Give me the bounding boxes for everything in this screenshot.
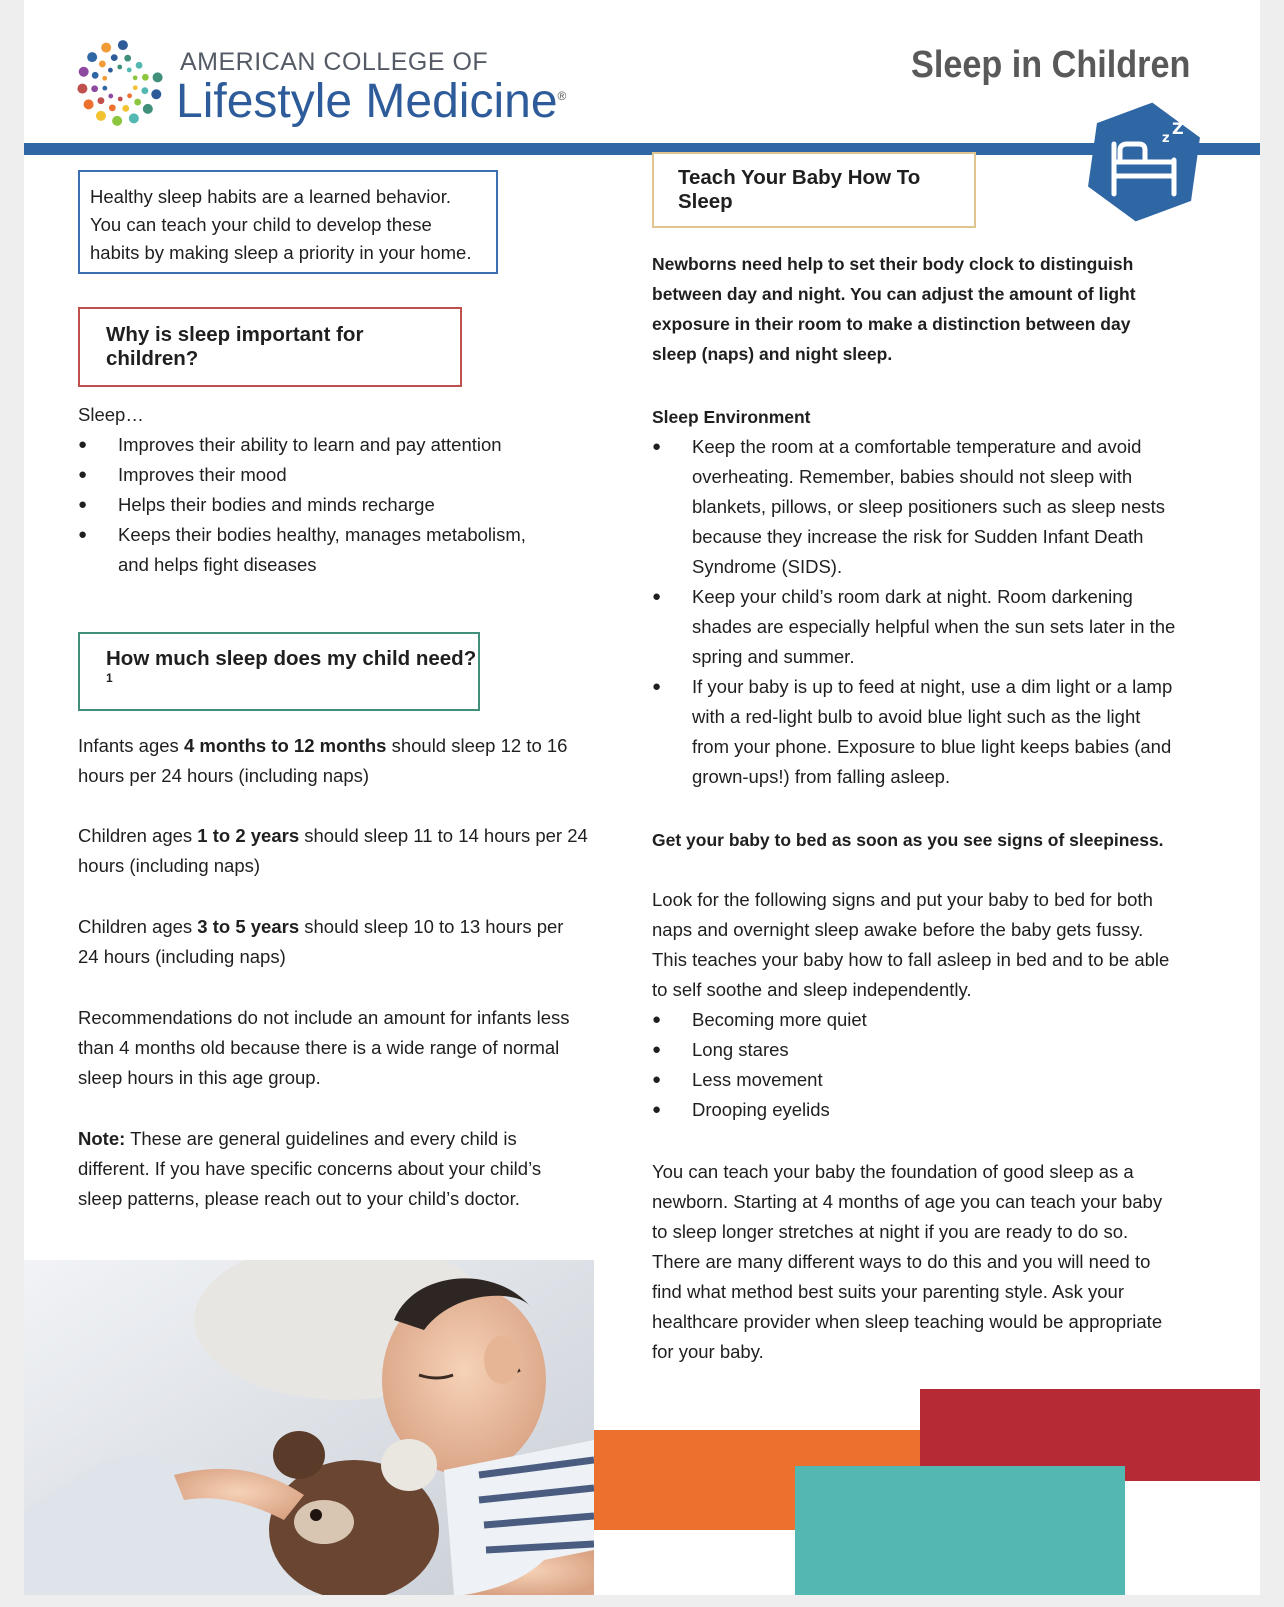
why-sleep-heading: Why is sleep important for children? — [106, 323, 364, 370]
list-item: ● Long stares — [652, 1035, 1177, 1065]
toddlers-paragraph: Children ages 1 to 2 years should sleep 11 to 14 hours per 24 hours (including naps) — [78, 825, 588, 876]
logo-org-line2: Lifestyle Medicine® — [176, 75, 567, 128]
newborns-paragraph: Newborns need help to set their body clock to distinguish between day and night. You can adjust the amount of light exposure in their room to make a distinction between day sleep (naps) and night sleep. — [652, 254, 1136, 364]
list-item: ● Improves their ability to learn and pay attention — [78, 430, 578, 460]
why-sleep-section — [78, 400, 578, 580]
how-much-heading: How much sleep does my child need?$^1$ — [106, 647, 477, 686]
list-item: ● Keep the room at a comfortable temperature and avoid overheating. Remember, babies should not sleep with blankets, pillows, or sleep positioners such as sleep nests because they increase the risk for Sudden Infant Death Syndrome (SIDS). — [652, 432, 1177, 582]
document-page — [24, 0, 1260, 1595]
sleepiness-signs-list — [652, 1005, 1177, 1125]
header-rule — [24, 143, 1260, 155]
list-item: ● Keeps their bodies healthy, manages metabolism, and helps fight diseases — [78, 520, 578, 580]
list-item: ● Improves their mood — [78, 460, 578, 490]
recommendations-paragraph: Recommendations do not include an amount for infants less than 4 months old because there is a wide range of normal sleep hours in this age group. — [78, 1007, 570, 1088]
logo-org-line1: AMERICAN COLLEGE OF — [180, 48, 489, 76]
why-sleep-lead: Sleep… — [78, 404, 144, 425]
why-sleep-list — [78, 430, 578, 580]
list-item: ● Helps their bodies and minds recharge — [78, 490, 578, 520]
infants-paragraph: Infants ages 4 months to 12 months should sleep 12 to 16 hours per 24 hours (including naps) — [78, 735, 568, 786]
footnote-marker: 1 — [106, 671, 113, 686]
sleep-environment-heading: Sleep Environment — [652, 407, 811, 427]
sleep-environment-list — [652, 432, 1177, 792]
logo-mark-icon — [76, 38, 164, 128]
signs-intro: Look for the following signs and put your baby to bed for both naps and overnight sleep awake before the baby gets fussy. This teaches your baby how to fall asleep in bed and to be able to self soothe and sleep independently. — [652, 889, 1170, 1000]
list-item: ● Becoming more quiet — [652, 1005, 1177, 1035]
svg-text:z: z — [1162, 131, 1170, 146]
teal-block — [795, 1466, 1125, 1595]
teach-heading: Teach Your Baby How To Sleep — [678, 166, 921, 213]
list-item: ● Less movement — [652, 1065, 1177, 1095]
list-item: ● Drooping eyelids — [652, 1095, 1177, 1125]
intro-box: Healthy sleep habits are a learned behavior. You can teach your child to develop these habits by making sleep a priority in your home. — [78, 170, 498, 274]
why-sleep-heading-box — [78, 307, 462, 387]
document-title: Sleep in Children — [910, 44, 1190, 86]
how-much-heading-box — [78, 632, 480, 711]
foundation-paragraph: You can teach your baby the foundation of good sleep as a newborn. Starting at 4 months of age you can teach your baby to sleep longer stretches at night if you are ready to do so. There are many different ways to do this and you will need to find what method best suits your parenting style. Ask your healthcare provider when sleep teaching would be appropriate for your baby. — [652, 1161, 1163, 1362]
bed-signs-heading: Get your baby to bed as soon as you see signs of sleepiness. — [652, 830, 1164, 850]
registered-mark: ® — [557, 89, 567, 103]
bed-sleep-icon — [1084, 100, 1204, 224]
preschool-paragraph: Children ages 3 to 5 years should sleep 10 to 13 hours per 24 hours (including naps) — [78, 916, 564, 967]
svg-text:Z: Z — [1172, 119, 1184, 138]
sleeping-baby-photo — [24, 1260, 594, 1595]
teach-heading-box — [652, 152, 976, 228]
sleepiness-signs-section — [652, 885, 1177, 1125]
list-item: ● Keep your child’s room dark at night. Room darkening shades are especially helpful when the sun sets later in the spring and summer. — [652, 582, 1177, 672]
list-item: ● If your baby is up to feed at night, use a dim light or a lamp with a red-light bulb to avoid blue light such as the light from your phone. Exposure to blue light keeps babies (and grown-ups!) from falling asleep. — [652, 672, 1177, 792]
note-paragraph: Note: These are general guidelines and every child is different. If you have specific concerns about your child’s sleep patterns, please reach out to your child’s doctor. — [78, 1128, 542, 1209]
